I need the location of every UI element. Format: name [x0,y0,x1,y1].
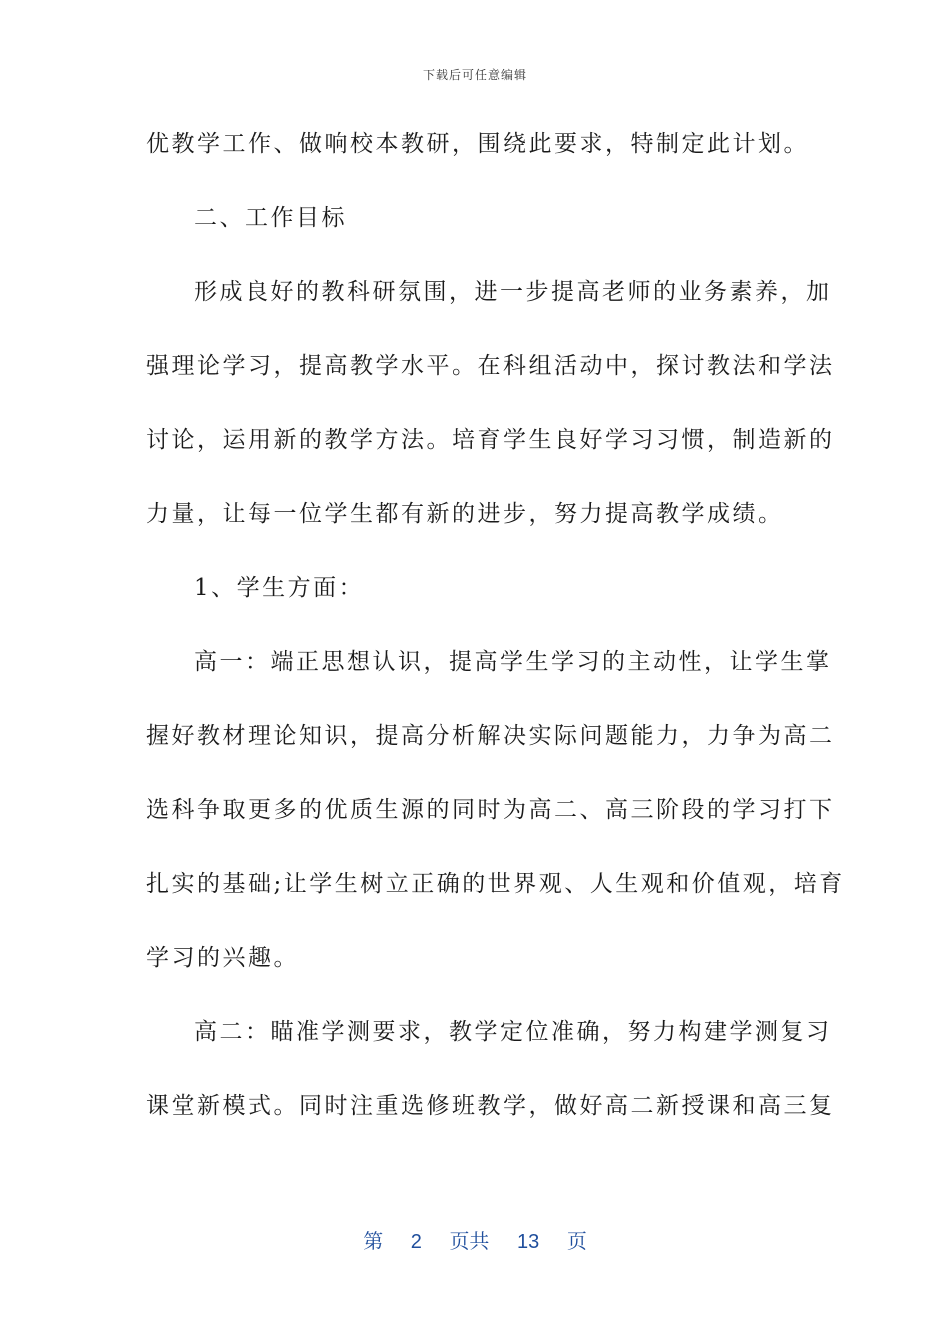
text-line: 选科争取更多的优质生源的同时为高二、高三阶段的学习打下 [146,797,835,823]
text-line: 学习的兴趣。 [146,945,299,971]
page-suffix: 页 [566,1231,587,1253]
page-header: 下载后可任意编辑 [422,68,527,82]
page-footer [0,1225,950,1254]
total-pages: 13 [517,1231,540,1253]
text-line: 优教学工作、做响校本教研，围绕此要求，特制定此计划。 [146,131,809,157]
text-line: 高二：瞄准学测要求，教学定位准确，努力构建学测复习 [194,1019,832,1045]
text-line: 课堂新模式。同时注重选修班教学，做好高二新授课和高三复 [146,1093,835,1119]
text-line: 讨论，运用新的教学方法。培育学生良好学习习惯，制造新的 [146,427,835,453]
text-line: 握好教材理论知识，提高分析解决实际问题能力，力争为高二 [146,723,835,749]
text-line: 高一：端正思想认识，提高学生学习的主动性，让学生掌 [194,649,832,675]
text-line: 强理论学习，提高教学水平。在科组活动中，探讨教法和学法 [146,353,835,379]
text-line: 力量，让每一位学生都有新的进步，努力提高教学成绩。 [146,501,784,527]
text-line: 扎实的基础;让学生树立正确的世界观、人生观和价值观，培育 [146,871,845,897]
page-number: 2 [410,1231,422,1253]
subsection-heading: 1、学生方面： [194,575,365,601]
paragraph-block [146,126,845,1125]
total-label: 页共 [449,1231,490,1253]
document-body [146,126,845,1162]
section-heading: 二、工作目标 [194,205,347,231]
page-label: 第 [363,1231,384,1253]
text-line: 形成良好的教科研氛围，进一步提高老师的业务素养，加 [194,279,832,305]
